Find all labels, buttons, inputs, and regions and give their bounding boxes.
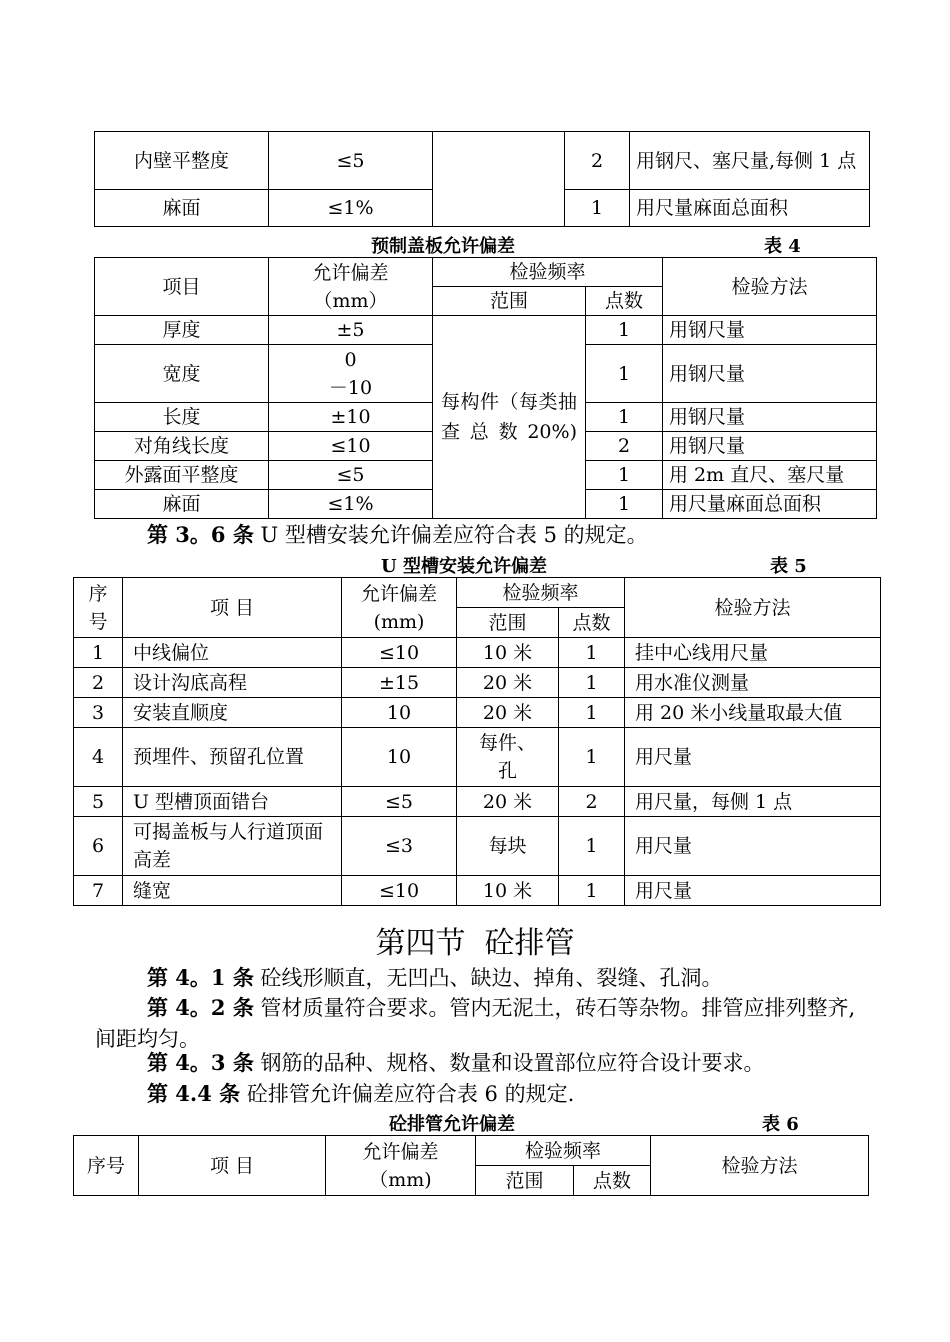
cell-method: 用尺量，每侧 1 点	[625, 787, 881, 817]
cell-points: 1	[559, 817, 625, 876]
cell-item: 对角线长度	[95, 432, 269, 461]
header-item: 项 目	[139, 1136, 326, 1196]
clause-label: 第 4.4 条	[147, 1081, 241, 1106]
header-points: 点数	[586, 287, 663, 316]
cell-seq: 6	[74, 817, 123, 876]
header-frequency: 检验频率	[457, 578, 625, 608]
header-points: 点数	[574, 1166, 651, 1196]
cell-seq: 3	[74, 698, 123, 728]
header-tolerance: 允许偏差（mm）	[269, 258, 433, 316]
cell-tolerance: ≤3	[342, 817, 457, 876]
cell-tolerance: ≤5	[269, 132, 433, 190]
header-method: 检验方法	[625, 578, 881, 638]
cell-item: 内壁平整度	[95, 132, 269, 190]
cell-seq: 7	[74, 876, 123, 906]
cell-item: 中线偏位	[123, 638, 342, 668]
cell-range	[433, 132, 565, 227]
cell-points: 1	[559, 728, 625, 787]
table6-number: 表 6	[762, 1114, 799, 1135]
cell-method: 用 2m 直尺、塞尺量	[663, 461, 877, 490]
cell-method: 用尺量麻面总面积	[630, 190, 870, 227]
table6	[73, 1135, 869, 1196]
clause-text: 管材质量符合要求。管内无泥土，砖石等杂物。排管应排列整齐,间距均匀。	[95, 996, 856, 1051]
header-method: 检验方法	[651, 1136, 869, 1196]
cell-range-merged: 每构件（每类抽查总数20%)	[433, 316, 586, 519]
continued-table	[94, 131, 870, 227]
cell-method: 用尺量	[625, 728, 881, 787]
paragraph-3-6	[95, 519, 875, 551]
cell-range: 20 米	[457, 787, 559, 817]
cell-tolerance: 0 －10	[269, 345, 433, 403]
paragraph-4-3	[95, 1047, 875, 1079]
header-seq: 序号	[74, 1136, 139, 1196]
cell-method: 用钢尺量	[663, 432, 877, 461]
clause-text: 砼线形顺直，无凹凸、缺边、掉角、裂缝、孔洞。	[260, 966, 723, 990]
cell-tolerance: ≤1%	[269, 190, 433, 227]
cell-seq: 5	[74, 787, 123, 817]
section-heading: 第四节 砼排管	[375, 926, 575, 961]
cell-item: 设计沟底高程	[123, 668, 342, 698]
cell-points: 1	[586, 316, 663, 345]
cell-tolerance: ≤5	[342, 787, 457, 817]
cell-tolerance: ≤10	[342, 638, 457, 668]
cell-item: 宽度	[95, 345, 269, 403]
cell-points: 1	[586, 461, 663, 490]
cell-points: 1	[565, 190, 630, 227]
cell-tolerance: ±10	[269, 403, 433, 432]
cell-seq: 4	[74, 728, 123, 787]
header-frequency: 检验频率	[433, 258, 663, 287]
table5-title: U 型槽安装允许偏差	[381, 556, 547, 577]
cell-item: 长度	[95, 403, 269, 432]
clause-label: 第 4。2 条	[147, 995, 254, 1020]
cell-method: 用钢尺量	[663, 403, 877, 432]
cell-points: 2	[565, 132, 630, 190]
table4-number: 表 4	[764, 236, 801, 257]
cell-points: 1	[559, 876, 625, 906]
cell-item: 麻面	[95, 490, 269, 519]
header-seq: 序号	[74, 578, 123, 638]
cell-tolerance: ±5	[269, 316, 433, 345]
clause-text: 砼排管允许偏差应符合表 6 的规定.	[246, 1082, 575, 1106]
cell-method: 用钢尺量	[663, 316, 877, 345]
cell-item: 缝宽	[123, 876, 342, 906]
cell-points: 2	[559, 787, 625, 817]
cell-points: 1	[559, 638, 625, 668]
header-tolerance: 允许偏差（mm)	[326, 1136, 476, 1196]
cell-points: 2	[586, 432, 663, 461]
cell-method: 挂中心线用尺量	[625, 638, 881, 668]
cell-method: 用尺量	[625, 817, 881, 876]
cell-tolerance: ≤10	[269, 432, 433, 461]
table5	[73, 577, 881, 906]
cell-tolerance: ±15	[342, 668, 457, 698]
cell-item: U 型槽顶面错台	[123, 787, 342, 817]
cell-tolerance: ≤5	[269, 461, 433, 490]
cell-method: 用水准仪测量	[625, 668, 881, 698]
header-range: 范围	[457, 608, 559, 638]
cell-points: 1	[559, 698, 625, 728]
table6-title: 砼排管允许偏差	[389, 1114, 515, 1135]
paragraph-4-2	[95, 992, 865, 1055]
header-tolerance: 允许偏差(mm)	[342, 578, 457, 638]
clause-text: U 型槽安装允许偏差应符合表 5 的规定。	[260, 523, 648, 547]
table5-number: 表 5	[770, 556, 807, 577]
cell-method: 用尺量	[625, 876, 881, 906]
cell-item: 预埋件、预留孔位置	[123, 728, 342, 787]
table4	[94, 257, 877, 519]
cell-method: 用钢尺量	[663, 345, 877, 403]
cell-tolerance: ≤10	[342, 876, 457, 906]
header-item: 项目	[95, 258, 269, 316]
header-method: 检验方法	[663, 258, 877, 316]
header-range: 范围	[433, 287, 586, 316]
cell-item: 厚度	[95, 316, 269, 345]
cell-range: 每块	[457, 817, 559, 876]
paragraph-4-4	[95, 1078, 875, 1110]
cell-range: 20 米	[457, 668, 559, 698]
header-item: 项 目	[123, 578, 342, 638]
cell-method: 用钢尺、塞尺量,每侧 1 点	[630, 132, 870, 190]
cell-seq: 2	[74, 668, 123, 698]
paragraph-4-1	[95, 962, 875, 994]
cell-points: 1	[559, 668, 625, 698]
cell-range: 20 米	[457, 698, 559, 728]
cell-item: 外露面平整度	[95, 461, 269, 490]
cell-range: 每件、孔	[457, 728, 559, 787]
cell-item: 安装直顺度	[123, 698, 342, 728]
cell-seq: 1	[74, 638, 123, 668]
clause-label: 第 4。1 条	[147, 965, 254, 990]
cell-tolerance: 10	[342, 728, 457, 787]
cell-range: 10 米	[457, 638, 559, 668]
cell-item: 可揭盖板与人行道顶面高差	[123, 817, 342, 876]
cell-tolerance: 10	[342, 698, 457, 728]
cell-points: 1	[586, 345, 663, 403]
table4-title: 预制盖板允许偏差	[371, 236, 515, 257]
clause-text: 钢筋的品种、规格、数量和设置部位应符合设计要求。	[260, 1051, 765, 1075]
cell-tolerance: ≤1%	[269, 490, 433, 519]
cell-points: 1	[586, 403, 663, 432]
cell-range: 10 米	[457, 876, 559, 906]
header-points: 点数	[559, 608, 625, 638]
cell-points: 1	[586, 490, 663, 519]
cell-item: 麻面	[95, 190, 269, 227]
cell-method: 用尺量麻面总面积	[663, 490, 877, 519]
header-frequency: 检验频率	[476, 1136, 651, 1166]
cell-method: 用 20 米小线量取最大值	[625, 698, 881, 728]
clause-label: 第 4。3 条	[147, 1050, 254, 1075]
header-range: 范围	[476, 1166, 574, 1196]
clause-label: 第 3。6 条	[147, 522, 254, 547]
